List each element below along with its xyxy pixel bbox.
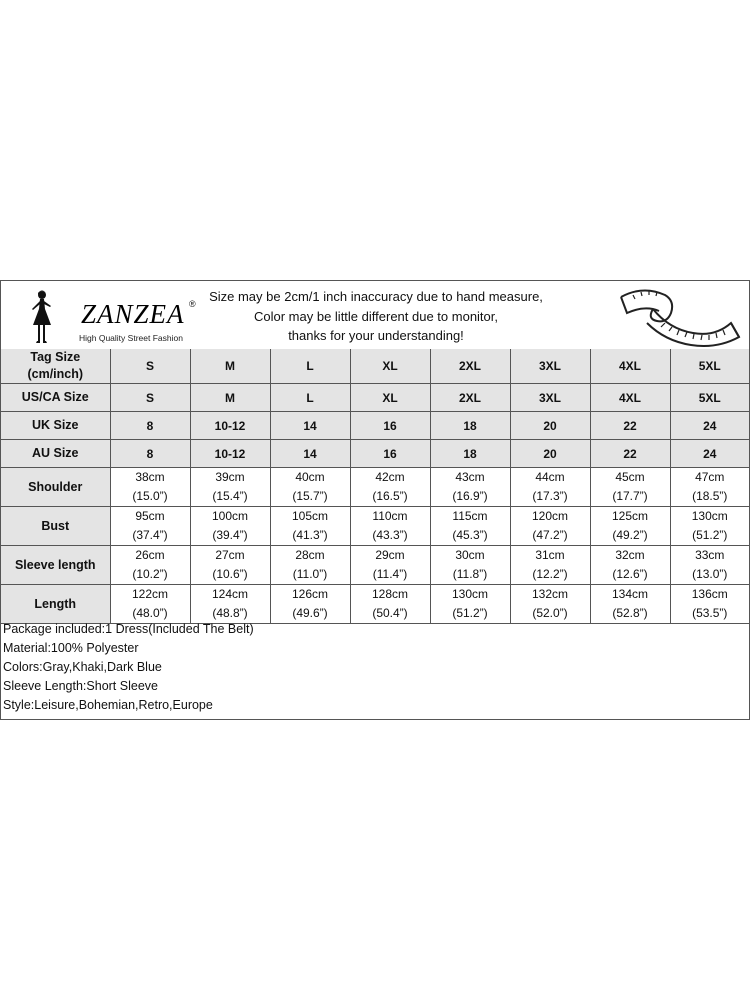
spec-material: Material:100% Polyester <box>3 641 139 655</box>
size-cell: L <box>270 349 350 384</box>
measurement-notice <box>151 287 601 346</box>
measurement-cm: 128cm <box>371 587 409 601</box>
measurement-inch: (41.3”) <box>292 528 328 542</box>
measurement-inch: (18.5”) <box>692 489 728 503</box>
measurement-cm: 136cm <box>691 587 728 601</box>
measurement-cm: 26cm <box>135 548 165 562</box>
measurement-inch: (15.0”) <box>132 489 168 503</box>
measurement-cm: 44cm <box>535 470 565 484</box>
size-row <box>1 412 749 440</box>
measurement-inch: (51.2”) <box>452 606 488 620</box>
size-cell: 16 <box>350 440 430 468</box>
product-specs <box>3 620 254 715</box>
registered-mark: ® <box>189 299 196 309</box>
row-label-subtext: (cm/inch) <box>27 367 84 381</box>
measurement-cm: 40cm <box>295 470 325 484</box>
measurement-cell <box>270 585 350 624</box>
size-cell: 8 <box>110 440 190 468</box>
measurement-cell <box>510 546 590 585</box>
brand-name: ZANZEA <box>81 299 185 329</box>
measurement-cm: 27cm <box>215 548 245 562</box>
size-cell: 14 <box>270 440 350 468</box>
measurement-inch: (49.2”) <box>612 528 648 542</box>
measurement-cm: 100cm <box>211 509 249 523</box>
measurement-cm: 124cm <box>211 587 249 601</box>
measurement-cm: 42cm <box>375 470 405 484</box>
measurement-cm: 28cm <box>295 548 325 562</box>
measurement-cell <box>590 546 670 585</box>
spec-package: Package included:1 Dress(Included The Belt) <box>3 622 254 636</box>
measurement-cell <box>670 507 749 546</box>
measurement-inch: (10.6”) <box>212 567 248 581</box>
notice-line: Size may be 2cm/1 inch inaccuracy due to hand measure, <box>209 289 543 304</box>
size-cell: 24 <box>670 440 749 468</box>
spec-colors: Colors:Gray,Khaki,Dark Blue <box>3 660 162 674</box>
size-cell: 5XL <box>670 384 749 412</box>
size-cell: 3XL <box>510 384 590 412</box>
measurement-inch: (50.4”) <box>372 606 408 620</box>
brand-tagline: High Quality Street Fashion <box>79 333 183 343</box>
measurement-cell <box>430 546 510 585</box>
size-cell: 14 <box>270 412 350 440</box>
measurement-cm: 122cm <box>131 587 169 601</box>
measurement-inch: (11.4”) <box>372 567 408 581</box>
size-cell: 5XL <box>670 349 749 384</box>
measurement-inch: (49.6”) <box>292 606 328 620</box>
measurement-inch: (39.4”) <box>212 528 248 542</box>
spec-sleeve-length: Sleeve Length:Short Sleeve <box>3 679 158 693</box>
measurement-cell <box>270 546 350 585</box>
measurement-cell <box>350 468 430 507</box>
measurement-cell <box>590 585 670 624</box>
measurement-cell <box>510 507 590 546</box>
row-label-text: US/CA Size <box>21 390 89 404</box>
row-label <box>1 349 110 384</box>
measurement-label: Sleeve length <box>1 546 110 585</box>
measurement-cell <box>190 546 270 585</box>
measurement-cm: 130cm <box>691 509 728 523</box>
measurement-cm: 125cm <box>611 509 649 523</box>
measurement-cell <box>430 507 510 546</box>
measurement-cm: 134cm <box>611 587 649 601</box>
measurement-cm: 43cm <box>455 470 485 484</box>
measurement-cm: 31cm <box>535 548 565 562</box>
measurement-cm: 126cm <box>291 587 329 601</box>
row-label <box>1 412 110 440</box>
measuring-tape-icon <box>613 283 743 347</box>
measurement-inch: (17.3”) <box>532 489 568 503</box>
size-cell: 22 <box>590 412 670 440</box>
size-cell: 10-12 <box>190 412 270 440</box>
measurement-inch: (48.0”) <box>132 606 168 620</box>
measurement-inch: (37.4”) <box>132 528 168 542</box>
measurement-inch: (11.0”) <box>292 567 328 581</box>
row-label <box>1 440 110 468</box>
size-row <box>1 349 749 384</box>
measurement-cm: 32cm <box>615 548 645 562</box>
measurement-cell <box>430 468 510 507</box>
measurement-cm: 130cm <box>451 587 489 601</box>
measurement-inch: (13.0”) <box>692 567 728 581</box>
measurement-cm: 45cm <box>615 470 645 484</box>
measurement-inch: (51.2”) <box>692 528 728 542</box>
measurement-cm: 47cm <box>695 470 725 484</box>
spec-style: Style:Leisure,Bohemian,Retro,Europe <box>3 698 213 712</box>
woman-silhouette-icon <box>29 289 59 347</box>
measurement-row <box>1 468 749 507</box>
size-cell: S <box>110 349 190 384</box>
size-cell: 2XL <box>430 349 510 384</box>
size-cell: 18 <box>430 412 510 440</box>
measurement-cm: 120cm <box>531 509 569 523</box>
size-cell: XL <box>350 384 430 412</box>
size-cell: 4XL <box>590 349 670 384</box>
size-cell: 16 <box>350 412 430 440</box>
row-label <box>1 384 110 412</box>
size-cell: 10-12 <box>190 440 270 468</box>
row-label-text: AU Size <box>31 446 79 460</box>
measurement-cell <box>350 507 430 546</box>
measurement-cell <box>590 468 670 507</box>
measurement-inch: (10.2”) <box>132 567 168 581</box>
measurement-inch: (45.3”) <box>452 528 488 542</box>
measurement-cell <box>430 585 510 624</box>
measurement-row <box>1 507 749 546</box>
measurement-cm: 29cm <box>375 548 405 562</box>
size-cell: M <box>190 349 270 384</box>
measurement-cm: 33cm <box>695 548 725 562</box>
size-cell: S <box>110 384 190 412</box>
measurement-inch: (47.2”) <box>532 528 568 542</box>
measurement-cell <box>270 468 350 507</box>
measurement-cm: 95cm <box>135 509 165 523</box>
measurement-inch: (12.6”) <box>612 567 648 581</box>
size-cell: 18 <box>430 440 510 468</box>
measurement-row <box>1 546 749 585</box>
measurement-cell <box>110 507 190 546</box>
measurement-cell <box>110 468 190 507</box>
measurement-label: Bust <box>1 507 110 546</box>
measurement-cm: 132cm <box>531 587 569 601</box>
measurement-cell <box>190 507 270 546</box>
measurement-inch: (12.2”) <box>532 567 568 581</box>
measurement-cell <box>110 546 190 585</box>
measurement-cell <box>350 546 430 585</box>
size-cell: 20 <box>510 440 590 468</box>
measurement-cell <box>350 585 430 624</box>
size-cell: XL <box>350 349 430 384</box>
measurement-inch: (52.8”) <box>612 606 648 620</box>
measurement-cm: 30cm <box>455 548 485 562</box>
chart-header <box>1 281 749 350</box>
size-cell: 4XL <box>590 384 670 412</box>
size-row <box>1 440 749 468</box>
measurement-cm: 38cm <box>135 470 165 484</box>
measurement-cell <box>510 585 590 624</box>
measurement-cell <box>190 585 270 624</box>
size-cell: 3XL <box>510 349 590 384</box>
measurement-cell <box>110 585 190 624</box>
measurement-cm: 39cm <box>215 470 245 484</box>
size-cell: M <box>190 384 270 412</box>
measurement-cell <box>670 468 749 507</box>
measurement-cell <box>590 507 670 546</box>
row-label-text: Tag Size <box>30 350 81 364</box>
notice-line: thanks for your understanding! <box>288 328 464 343</box>
measurement-cm: 115cm <box>452 509 488 523</box>
measurement-cell <box>670 546 749 585</box>
row-label-text: UK Size <box>31 418 79 432</box>
measurement-inch: (11.8”) <box>452 567 488 581</box>
size-cell: L <box>270 384 350 412</box>
measurement-label: Shoulder <box>1 468 110 507</box>
measurement-inch: (16.5”) <box>372 489 408 503</box>
measurement-inch: (17.7”) <box>612 489 648 503</box>
measurement-cell <box>270 507 350 546</box>
measurement-cm: 110cm <box>372 509 408 523</box>
size-cell: 2XL <box>430 384 510 412</box>
size-cell: 20 <box>510 412 590 440</box>
measurement-inch: (15.7”) <box>292 489 328 503</box>
measurement-cell <box>190 468 270 507</box>
size-table <box>1 349 749 624</box>
measurement-inch: (48.8”) <box>212 606 248 620</box>
size-cell: 8 <box>110 412 190 440</box>
size-cell: 24 <box>670 412 749 440</box>
size-chart <box>0 280 750 720</box>
measurement-inch: (53.5”) <box>692 606 728 620</box>
measurement-cm: 105cm <box>291 509 329 523</box>
measurement-inch: (52.0”) <box>532 606 568 620</box>
measurement-label: Length <box>1 585 110 624</box>
measurement-cell <box>510 468 590 507</box>
size-row <box>1 384 749 412</box>
measurement-inch: (43.3”) <box>372 528 408 542</box>
measurement-row <box>1 585 749 624</box>
size-cell: 22 <box>590 440 670 468</box>
measurement-inch: (16.9”) <box>452 489 488 503</box>
notice-line: Color may be little different due to monitor, <box>254 308 498 324</box>
measurement-cell <box>670 585 749 624</box>
measurement-inch: (15.4”) <box>212 489 248 503</box>
